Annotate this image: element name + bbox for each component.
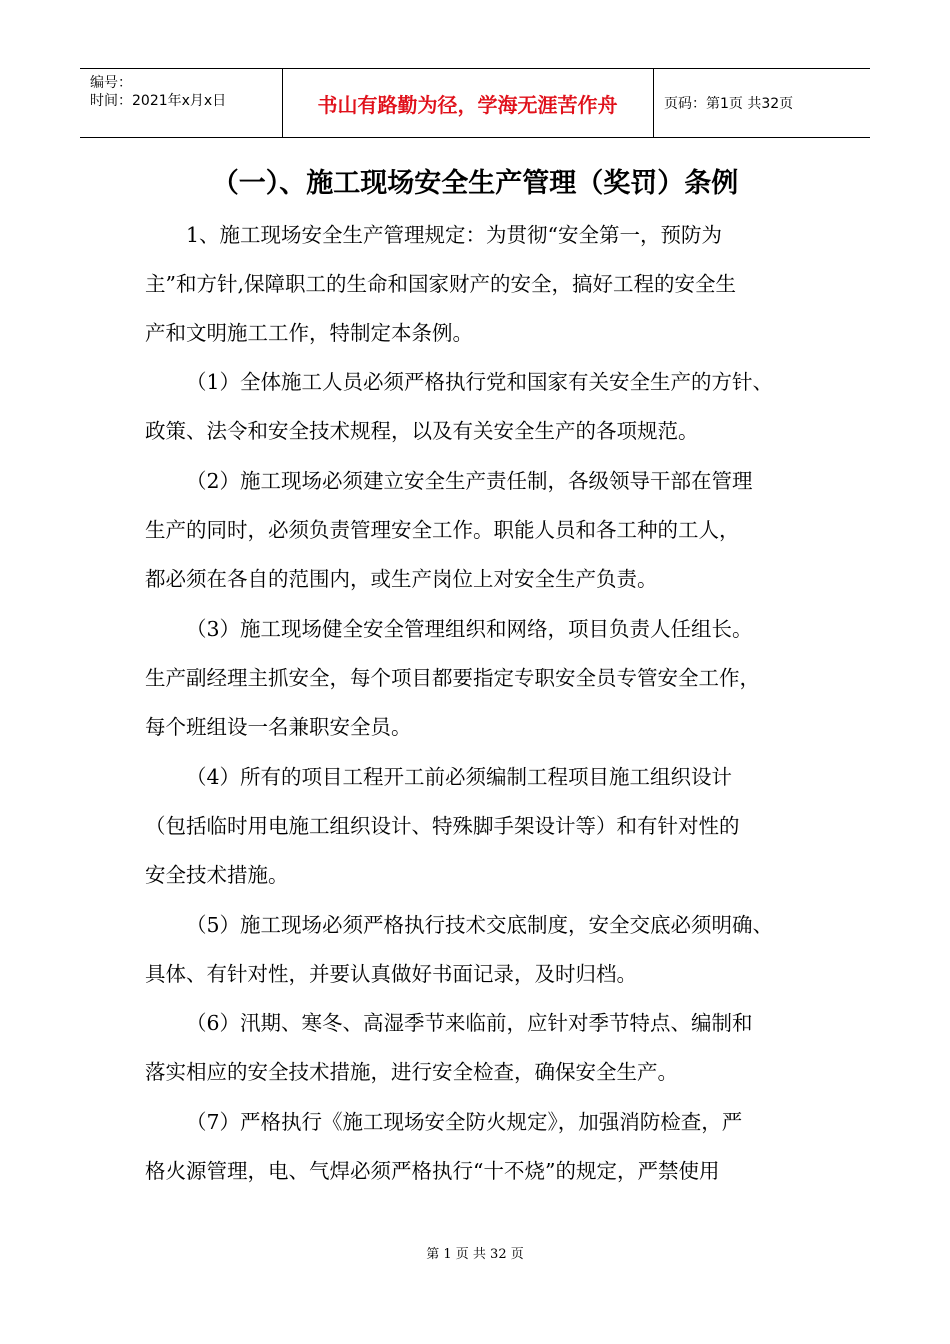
text-line: （3）施工现场健全安全管理组织和网络，项目负责人任组长。 xyxy=(186,617,753,641)
text-line: 1、施工现场安全生产管理规定：为贯彻“安全第一，预防为 xyxy=(186,223,723,247)
header-motto: 书山有路勤为径，学海无涯苦作舟 xyxy=(317,93,618,117)
text-line: 落实相应的安全技术措施，进行安全检查，确保安全生产。 xyxy=(145,1060,678,1084)
text-line: （4）所有的项目工程开工前必须编制工程项目施工组织设计 xyxy=(186,765,733,789)
text-line: （6）汛期、寒冬、高湿季节来临前，应针对季节特点、编制和 xyxy=(186,1011,753,1035)
header-page-info: 页码：第1页 共32页 xyxy=(664,96,794,112)
text-line: 产和文明施工工作，特制定本条例。 xyxy=(145,321,473,345)
document-id-label: 编号： xyxy=(90,75,132,91)
text-line: （包括临时用电施工组织设计、特殊脚手架设计等）和有针对性的 xyxy=(145,814,740,838)
text-line: 安全技术措施。 xyxy=(145,863,289,887)
document-date-label: 时间：2021年x月x日 xyxy=(90,93,227,109)
header-info-cell xyxy=(80,69,283,137)
text-line: 格火源管理，电、气焊必须严格执行“十不烧”的规定，严禁使用 xyxy=(145,1159,720,1183)
text-line: 主”和方针,保障职工的生命和国家财产的安全，搞好工程的安全生 xyxy=(145,272,736,296)
text-line: （7）严格执行《施工现场安全防火规定》，加强消防检查，严 xyxy=(186,1110,743,1134)
text-line: （5）施工现场必须严格执行技术交底制度，安全交底必须明确、 xyxy=(186,913,774,937)
text-line: 具体、有针对性，并要认真做好书面记录，及时归档。 xyxy=(145,962,637,986)
text-line: 都必须在各自的范围内，或生产岗位上对安全生产负责。 xyxy=(145,567,658,591)
page-footer: 第 1 页 共 32 页 xyxy=(426,1247,524,1262)
text-line: （2）施工现场必须建立安全生产责任制，各级领导干部在管理 xyxy=(186,469,753,493)
text-line: 政策、法令和安全技术规程，以及有关安全生产的各项规范。 xyxy=(145,419,699,443)
header-motto-cell xyxy=(282,69,654,137)
document-title: （一）、施工现场安全生产管理（奖罚）条例 xyxy=(211,168,739,199)
header-page-cell xyxy=(654,69,870,137)
text-line: 每个班组设一名兼职安全员。 xyxy=(145,715,412,739)
text-line: 生产的同时，必须负责管理安全工作。职能人员和各工种的工人， xyxy=(145,518,740,542)
text-line: 生产副经理主抓安全，每个项目都要指定专职安全员专管安全工作， xyxy=(145,666,760,690)
text-line: （1）全体施工人员必须严格执行党和国家有关安全生产的方针、 xyxy=(186,370,774,394)
page-header xyxy=(80,68,870,138)
